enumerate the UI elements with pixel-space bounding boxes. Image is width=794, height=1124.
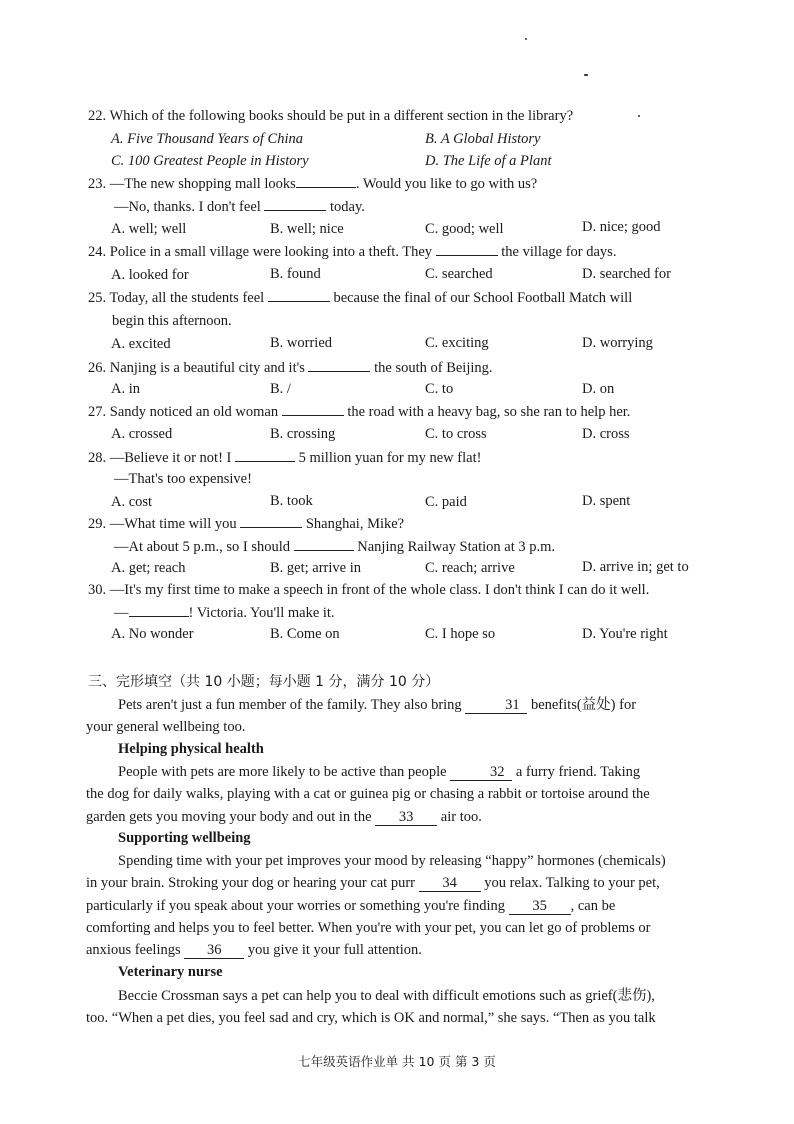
question-text: —At about 5 p.m., so I should — [114, 539, 291, 555]
cloze-paragraph-1 — [86, 694, 706, 739]
passage-text: Pets aren't just a fun member of the family. They also bring — [118, 697, 462, 713]
option-d: D. searched for — [582, 266, 671, 282]
cloze-blank-35: 35 — [509, 898, 571, 915]
answer-blank — [235, 447, 295, 462]
question-text: Nanjing Railway Station at 3 p.m. — [357, 539, 556, 555]
question-text: Nanjing is a beautiful city and it's — [109, 360, 305, 376]
passage-text: People with pets are more likely to be active than people — [118, 764, 447, 780]
answer-blank — [268, 287, 330, 302]
question-text: Today, all the students feel — [109, 290, 265, 306]
question-25-line2: begin this afternoon. — [112, 313, 232, 329]
question-number: 27. — [88, 404, 107, 420]
cloze-blank-36: 36 — [184, 942, 244, 959]
question-text: —No, thanks. I don't feel — [114, 199, 261, 215]
subheading: Supporting wellbeing — [118, 830, 251, 846]
question-text: Shanghai, Mike? — [305, 516, 405, 532]
option-d: D. arrive in; get to — [582, 559, 689, 575]
cloze-paragraph-3 — [86, 850, 706, 961]
answer-blank — [129, 602, 189, 617]
question-number: 30. — [88, 582, 107, 598]
question-number: 29. — [88, 516, 107, 532]
passage-text: the dog for daily walks, playing with a cat or guinea pig or chasing a rabbit or tortoise around the — [86, 786, 650, 803]
option-b: B. crossing — [270, 426, 336, 442]
question-text: 5 million yuan for my new flat! — [298, 450, 482, 466]
answer-blank — [240, 513, 302, 528]
answer-blank — [282, 401, 344, 416]
option-a: A. cost — [111, 494, 153, 510]
option-c: C. good; well — [425, 221, 504, 237]
option-b: B. well; nice — [270, 221, 344, 237]
question-text: —Believe it or not! I — [109, 450, 232, 466]
passage-text: in your brain. Stroking your dog or hearing your cat purr — [86, 875, 415, 892]
question-number: 25. — [88, 290, 107, 306]
passage-text: , can be — [570, 897, 616, 914]
question-28 — [88, 447, 481, 468]
question-text: today. — [330, 199, 365, 215]
answer-blank — [296, 173, 356, 188]
passage-text: your general wellbeing too. — [86, 719, 246, 736]
option-c: C. reach; arrive — [425, 560, 515, 576]
question-text: Sandy noticed an old woman — [109, 404, 279, 420]
passage-text: benefits(益处) for — [530, 697, 637, 713]
option-b: B. worried — [270, 335, 333, 351]
passage-text: Spending time with your pet improves your mood by releasing “happy” hormones (chemicals) — [118, 853, 666, 869]
scan-speck — [638, 115, 640, 117]
question-text: — — [114, 605, 129, 621]
subheading: Helping physical health — [118, 741, 264, 757]
option-a — [111, 129, 303, 149]
option-text: A. Five Thousand Years of China — [111, 131, 304, 147]
passage-text: you relax. Talking to your pet, — [484, 875, 660, 892]
question-24 — [88, 241, 616, 262]
option-c: C. to cross — [425, 426, 487, 442]
question-number: 22. — [88, 108, 107, 124]
passage-text: air too. — [440, 808, 482, 825]
question-text: ! Victoria. You'll make it. — [188, 605, 335, 621]
cloze-paragraph-4 — [86, 985, 706, 1030]
option-d: D. worrying — [582, 335, 653, 351]
question-text: the south of Beijing. — [374, 360, 493, 376]
passage-text: you give it your full attention. — [247, 942, 422, 959]
option-a: A. in — [111, 381, 140, 397]
passage-text: a furry friend. Taking — [515, 764, 641, 780]
cloze-blank-34: 34 — [419, 875, 481, 892]
question-text: the road with a heavy bag, so she ran to help her. — [347, 404, 631, 420]
question-text: —The new shopping mall looks — [109, 176, 296, 192]
question-text: —It's my first time to make a speech in front of the whole class. I don't think I can do it well. — [109, 582, 650, 598]
option-text: D. The Life of a Plant — [425, 153, 552, 169]
question-text: —What time will you — [109, 516, 237, 532]
option-text: B. A Global History — [425, 131, 541, 147]
passage-text: particularly if you speak about your worries or something you're finding — [86, 897, 505, 914]
option-a: A. get; reach — [111, 560, 186, 576]
question-22 — [88, 106, 573, 126]
option-d: D. spent — [582, 493, 631, 509]
option-b: B. took — [270, 493, 313, 509]
section-title: 三、完形填空（共 10 小题；每小题 1 分，满分 10 分） — [88, 674, 440, 690]
passage-text: garden gets you moving your body and out in the — [86, 808, 372, 825]
option-c: C. exciting — [425, 335, 489, 351]
question-text: the village for days. — [501, 244, 617, 260]
page-footer: 七年级英语作业单 共 10 页 第 3 页 — [298, 1054, 496, 1069]
option-c: C. paid — [425, 494, 467, 510]
question-number: 28. — [88, 450, 107, 466]
question-text: Police in a small village were looking into a theft. They — [109, 244, 433, 260]
option-a: A. looked for — [111, 267, 189, 283]
option-d: D. You're right — [582, 626, 668, 642]
option-c: C. to — [425, 381, 454, 397]
cloze-blank-31: 31 — [465, 697, 527, 714]
option-a: A. well; well — [111, 221, 187, 237]
option-d: D. on — [582, 381, 615, 397]
option-c: C. I hope so — [425, 626, 496, 642]
answer-blank — [308, 357, 370, 372]
question-number: 23. — [88, 176, 107, 192]
question-30 — [88, 580, 649, 600]
passage-text: too. “When a pet dies, you feel sad and cry, which is OK and normal,” she says. “Then as you talk — [86, 1010, 656, 1027]
option-c: C. searched — [425, 266, 493, 282]
question-28-line2: —That's too expensive! — [114, 471, 252, 487]
scan-speck — [525, 38, 527, 40]
question-23 — [88, 173, 537, 194]
answer-blank — [294, 536, 354, 551]
option-a: A. excited — [111, 336, 171, 352]
option-d: D. cross — [582, 426, 630, 442]
option-a: A. No wonder — [111, 626, 194, 642]
option-d — [425, 151, 551, 171]
question-23-line2 — [114, 196, 365, 217]
subheading: Veterinary nurse — [118, 964, 223, 980]
question-25 — [88, 287, 632, 308]
question-30-line2 — [114, 602, 335, 623]
cloze-blank-32: 32 — [450, 764, 512, 781]
option-b: B. / — [270, 381, 291, 397]
passage-text: anxious feelings — [86, 942, 181, 959]
passage-text: comforting and helps you to feel better. When you're with your pet, you can let go of problems or — [86, 919, 651, 936]
cloze-paragraph-2 — [86, 761, 706, 828]
passage-text: Beccie Crossman says a pet can help you to deal with difficult emotions such as grief(悲伤), — [118, 988, 655, 1004]
option-b: B. found — [270, 266, 321, 282]
question-29-line2 — [114, 536, 555, 557]
option-d: D. nice; good — [582, 219, 661, 235]
option-b: B. get; arrive in — [270, 560, 362, 576]
question-number: 24. — [88, 244, 107, 260]
answer-blank — [264, 196, 326, 211]
option-text: C. 100 Greatest People in History — [111, 153, 309, 169]
option-b: B. Come on — [270, 626, 340, 642]
question-stem: Which of the following books should be put in a different section in the library? — [109, 108, 574, 124]
option-a: A. crossed — [111, 426, 173, 442]
scan-speck — [584, 74, 588, 76]
question-29 — [88, 513, 404, 534]
answer-blank — [436, 241, 498, 256]
cloze-blank-33: 33 — [375, 809, 437, 826]
option-b — [425, 129, 540, 149]
option-c — [111, 151, 309, 171]
question-text: because the final of our School Football Match will — [333, 290, 633, 306]
question-26 — [88, 357, 493, 378]
question-27 — [88, 401, 630, 422]
question-text: . Would you like to go with us? — [355, 176, 538, 192]
question-number: 26. — [88, 360, 107, 376]
